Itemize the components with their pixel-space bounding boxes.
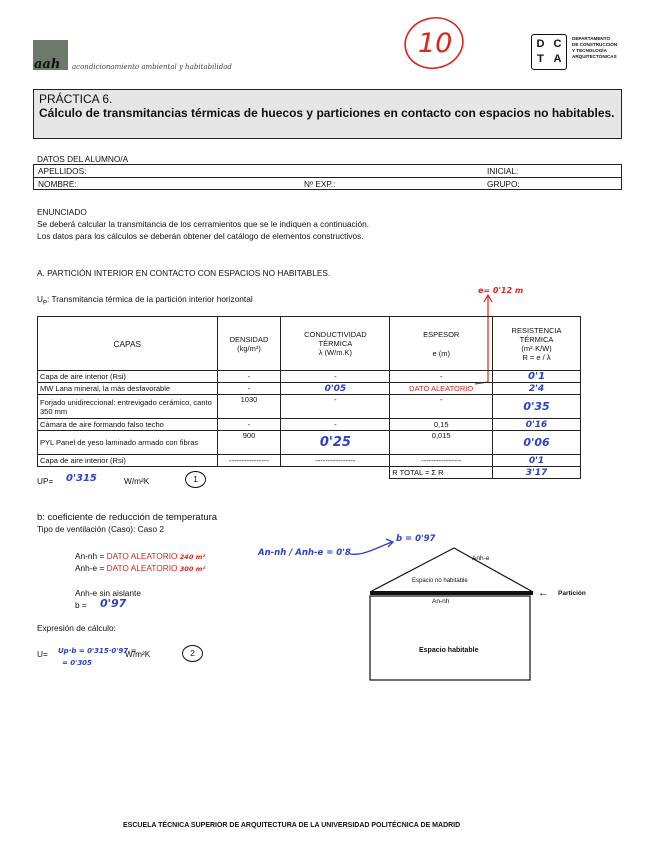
student-section-label: DATOS DEL ALUMNO/A — [37, 154, 129, 164]
cell-lambda: - — [281, 419, 390, 431]
cell-espesor: - — [390, 371, 493, 383]
table-row — [38, 455, 581, 467]
dept-line: ARQUITECTÓNICAS — [572, 54, 617, 59]
aah-subtitle: acondicionamiento ambiental y habitabilidad — [72, 63, 232, 71]
cell-capa: Forjado unidireccional: entrevigado cerámico, canto 350 mm — [38, 395, 218, 419]
title-box — [33, 89, 622, 139]
header-termica: TÉRMICA — [318, 339, 353, 348]
expression-label: Expresión de cálculo: — [37, 623, 116, 633]
section-a-title: A. PARTICIÓN INTERIOR EN CONTACTO CON ESPACIOS NO HABITABLES. — [37, 268, 331, 278]
cell-espesor: 0,15 — [390, 419, 493, 431]
a-nh-row — [75, 551, 205, 561]
u-hand-line2: = 0'305 — [62, 659, 92, 667]
cell-r: 0'06 — [493, 431, 581, 455]
cell-espesor: DATO ALEATORIO — [390, 383, 493, 395]
dcta-logo — [531, 34, 567, 70]
cell-r: 0'1 — [493, 455, 581, 467]
hab-space-label: Espacio habitable — [419, 647, 479, 654]
cell-capa: Cámara de aire formando falso techo — [38, 419, 218, 431]
dept-line: Y TECNOLOGÍA — [572, 48, 607, 53]
ann-label: An-nh — [432, 598, 450, 605]
b-label: b = — [75, 600, 87, 610]
up-description — [37, 294, 253, 307]
cell-capa: Capa de aire interior (Rsi) — [38, 371, 218, 383]
practice-heading: Cálculo de transmitancias térmicas de huecos y particiones en contacto con espacios no habitables. — [39, 106, 615, 120]
ahe-label: Anh-e — [472, 555, 490, 562]
circle-1: 1 — [185, 471, 206, 488]
up-sub: P — [43, 300, 48, 307]
total-label: R TOTAL = Σ R — [390, 467, 493, 479]
dept-line: DEPARTAMENTO — [572, 36, 611, 41]
up-result-label: UP= — [37, 476, 54, 486]
dcta-letter: C — [553, 38, 562, 50]
header-espesor-unit: e (m) — [432, 348, 450, 358]
table-row — [38, 431, 581, 455]
cell-lambda: - — [281, 371, 390, 383]
cell-lambda: - — [281, 395, 390, 419]
student-table — [33, 164, 622, 190]
practice-number: PRÁCTICA 6. — [39, 92, 113, 106]
header-resistencia-unit: (m²·K/W) — [521, 343, 552, 353]
cell-capa: Capa de aire interior (Rsi) — [38, 455, 218, 467]
cell-densidad: 1030 — [217, 395, 281, 419]
nombre-field[interactable]: NOMBRE: — [38, 179, 77, 189]
up-symbol: U — [37, 294, 43, 304]
cell-densidad: - — [217, 383, 281, 395]
cell-densidad: - — [217, 419, 281, 431]
header-densidad: DENSIDAD — [229, 334, 269, 344]
table-row — [38, 383, 581, 395]
cell-r: 2'4 — [493, 383, 581, 395]
header-resistencia-termica: TÉRMICA — [519, 334, 554, 344]
cell-lambda: ---------------- — [281, 455, 390, 467]
table-row — [38, 419, 581, 431]
circle-2: 2 — [182, 645, 203, 662]
grade-mark: 10 — [418, 28, 453, 59]
roof-outline — [370, 548, 533, 592]
building-diagram — [368, 546, 538, 686]
a-nhe-label: Anh-e = — [75, 563, 105, 573]
cell-densidad: ---------------- — [217, 455, 281, 467]
a-nh-hand: 240 m² — [179, 553, 206, 561]
header-resistencia-formula: R = e / λ — [522, 352, 551, 362]
u-unit: W/m²K — [125, 649, 151, 659]
particion-arrow-icon: ← — [538, 587, 549, 599]
thickness-annotation: e= 0'12 m — [478, 286, 524, 295]
insulation-label: Anh-e sin aislante — [75, 588, 141, 598]
footer: ESCUELA TÉCNICA SUPERIOR DE ARQUITECTURA DE LA UNIVERSIDAD POLITÉCNICA DE MADRID — [123, 822, 461, 829]
a-nhe-row — [75, 563, 205, 573]
table-row — [38, 395, 581, 419]
header-capas: CAPAS — [38, 317, 218, 371]
dcta-dept — [572, 36, 617, 60]
layers-table — [37, 316, 581, 479]
cell-espesor: ---------------- — [390, 455, 493, 467]
cell-espesor: 0,015 — [390, 431, 493, 455]
total-row — [38, 467, 581, 479]
particion-label: Partición — [558, 590, 586, 597]
header-resistencia: RESISTENCIA — [511, 325, 562, 335]
u-label: U= — [37, 649, 48, 659]
cell-densidad: 900 — [217, 431, 281, 455]
cell-r: 0'35 — [493, 395, 581, 419]
section-b-title: b: coeficiente de reducción de temperatura — [37, 512, 218, 523]
dcta-letter: T — [537, 53, 544, 65]
statement-label: ENUNCIADO — [37, 207, 87, 217]
dcta-letter: A — [553, 53, 562, 65]
header-conductividad: CONDUCTIVIDAD — [304, 330, 367, 339]
ventilation-type: Tipo de ventilación (Caso): Caso 2 — [37, 524, 164, 534]
cell-densidad: - — [217, 371, 281, 383]
dept-line: DE CONSTRUCCIÓN — [572, 42, 618, 47]
statement-line: Los datos para los cálculos se deberán obtener del catálogo de elementos constructivos. — [37, 231, 364, 241]
header-densidad-unit: (kg/m³) — [237, 343, 261, 353]
grupo-field[interactable]: GRUPO: — [487, 179, 520, 189]
a-nh-value: DATO ALEATORIO — [106, 551, 178, 561]
up-unit: W/m²K — [124, 476, 150, 486]
table-row — [38, 371, 581, 383]
aah-logo-text: aah — [34, 57, 61, 72]
u-hand-line1: Up·b = 0'315·0'97 = — [58, 647, 137, 655]
statement-line: Se deberá calcular la transmitancia de los cerramientos que se le indiquen a continuación. — [37, 219, 370, 229]
up-result-value: 0'315 — [66, 473, 97, 484]
cell-r: 0'1 — [493, 371, 581, 383]
up-desc: : Transmitancia térmica de la partición interior horizontal — [47, 294, 253, 304]
exp-field[interactable]: Nº EXP.: — [304, 179, 336, 189]
cell-lambda: 0'05 — [281, 383, 390, 395]
dcta-letter: D — [536, 38, 545, 50]
ratio-hand: An-nh / Anh-e = 0'8 — [258, 548, 351, 558]
a-nh-label: An-nh = — [75, 551, 105, 561]
nh-space-label: Espacio no habitable — [412, 578, 468, 584]
cell-capa: PYL Panel de yeso laminado armado con fibras — [38, 431, 218, 455]
inicial-field[interactable]: INICIAL: — [487, 166, 519, 176]
b-value: 0'97 — [100, 597, 127, 610]
apellidos-field[interactable]: APELLIDOS: — [38, 166, 87, 176]
cell-capa: MW Lana mineral, la más desfavorable — [38, 383, 218, 395]
header-lambda-unit: λ (W/m.K) — [318, 348, 353, 357]
cell-r: 0'16 — [493, 419, 581, 431]
header-espesor: ESPESOR — [423, 329, 460, 339]
total-value: 3'17 — [493, 467, 581, 479]
cell-lambda: 0'25 — [281, 431, 390, 455]
b-arrow-value: b = 0'97 — [396, 534, 436, 544]
habitable-box — [370, 596, 530, 680]
a-nhe-hand: 300 m² — [179, 565, 206, 573]
a-nhe-value: DATO ALEATORIO — [106, 563, 178, 573]
cell-espesor: - — [390, 395, 493, 419]
